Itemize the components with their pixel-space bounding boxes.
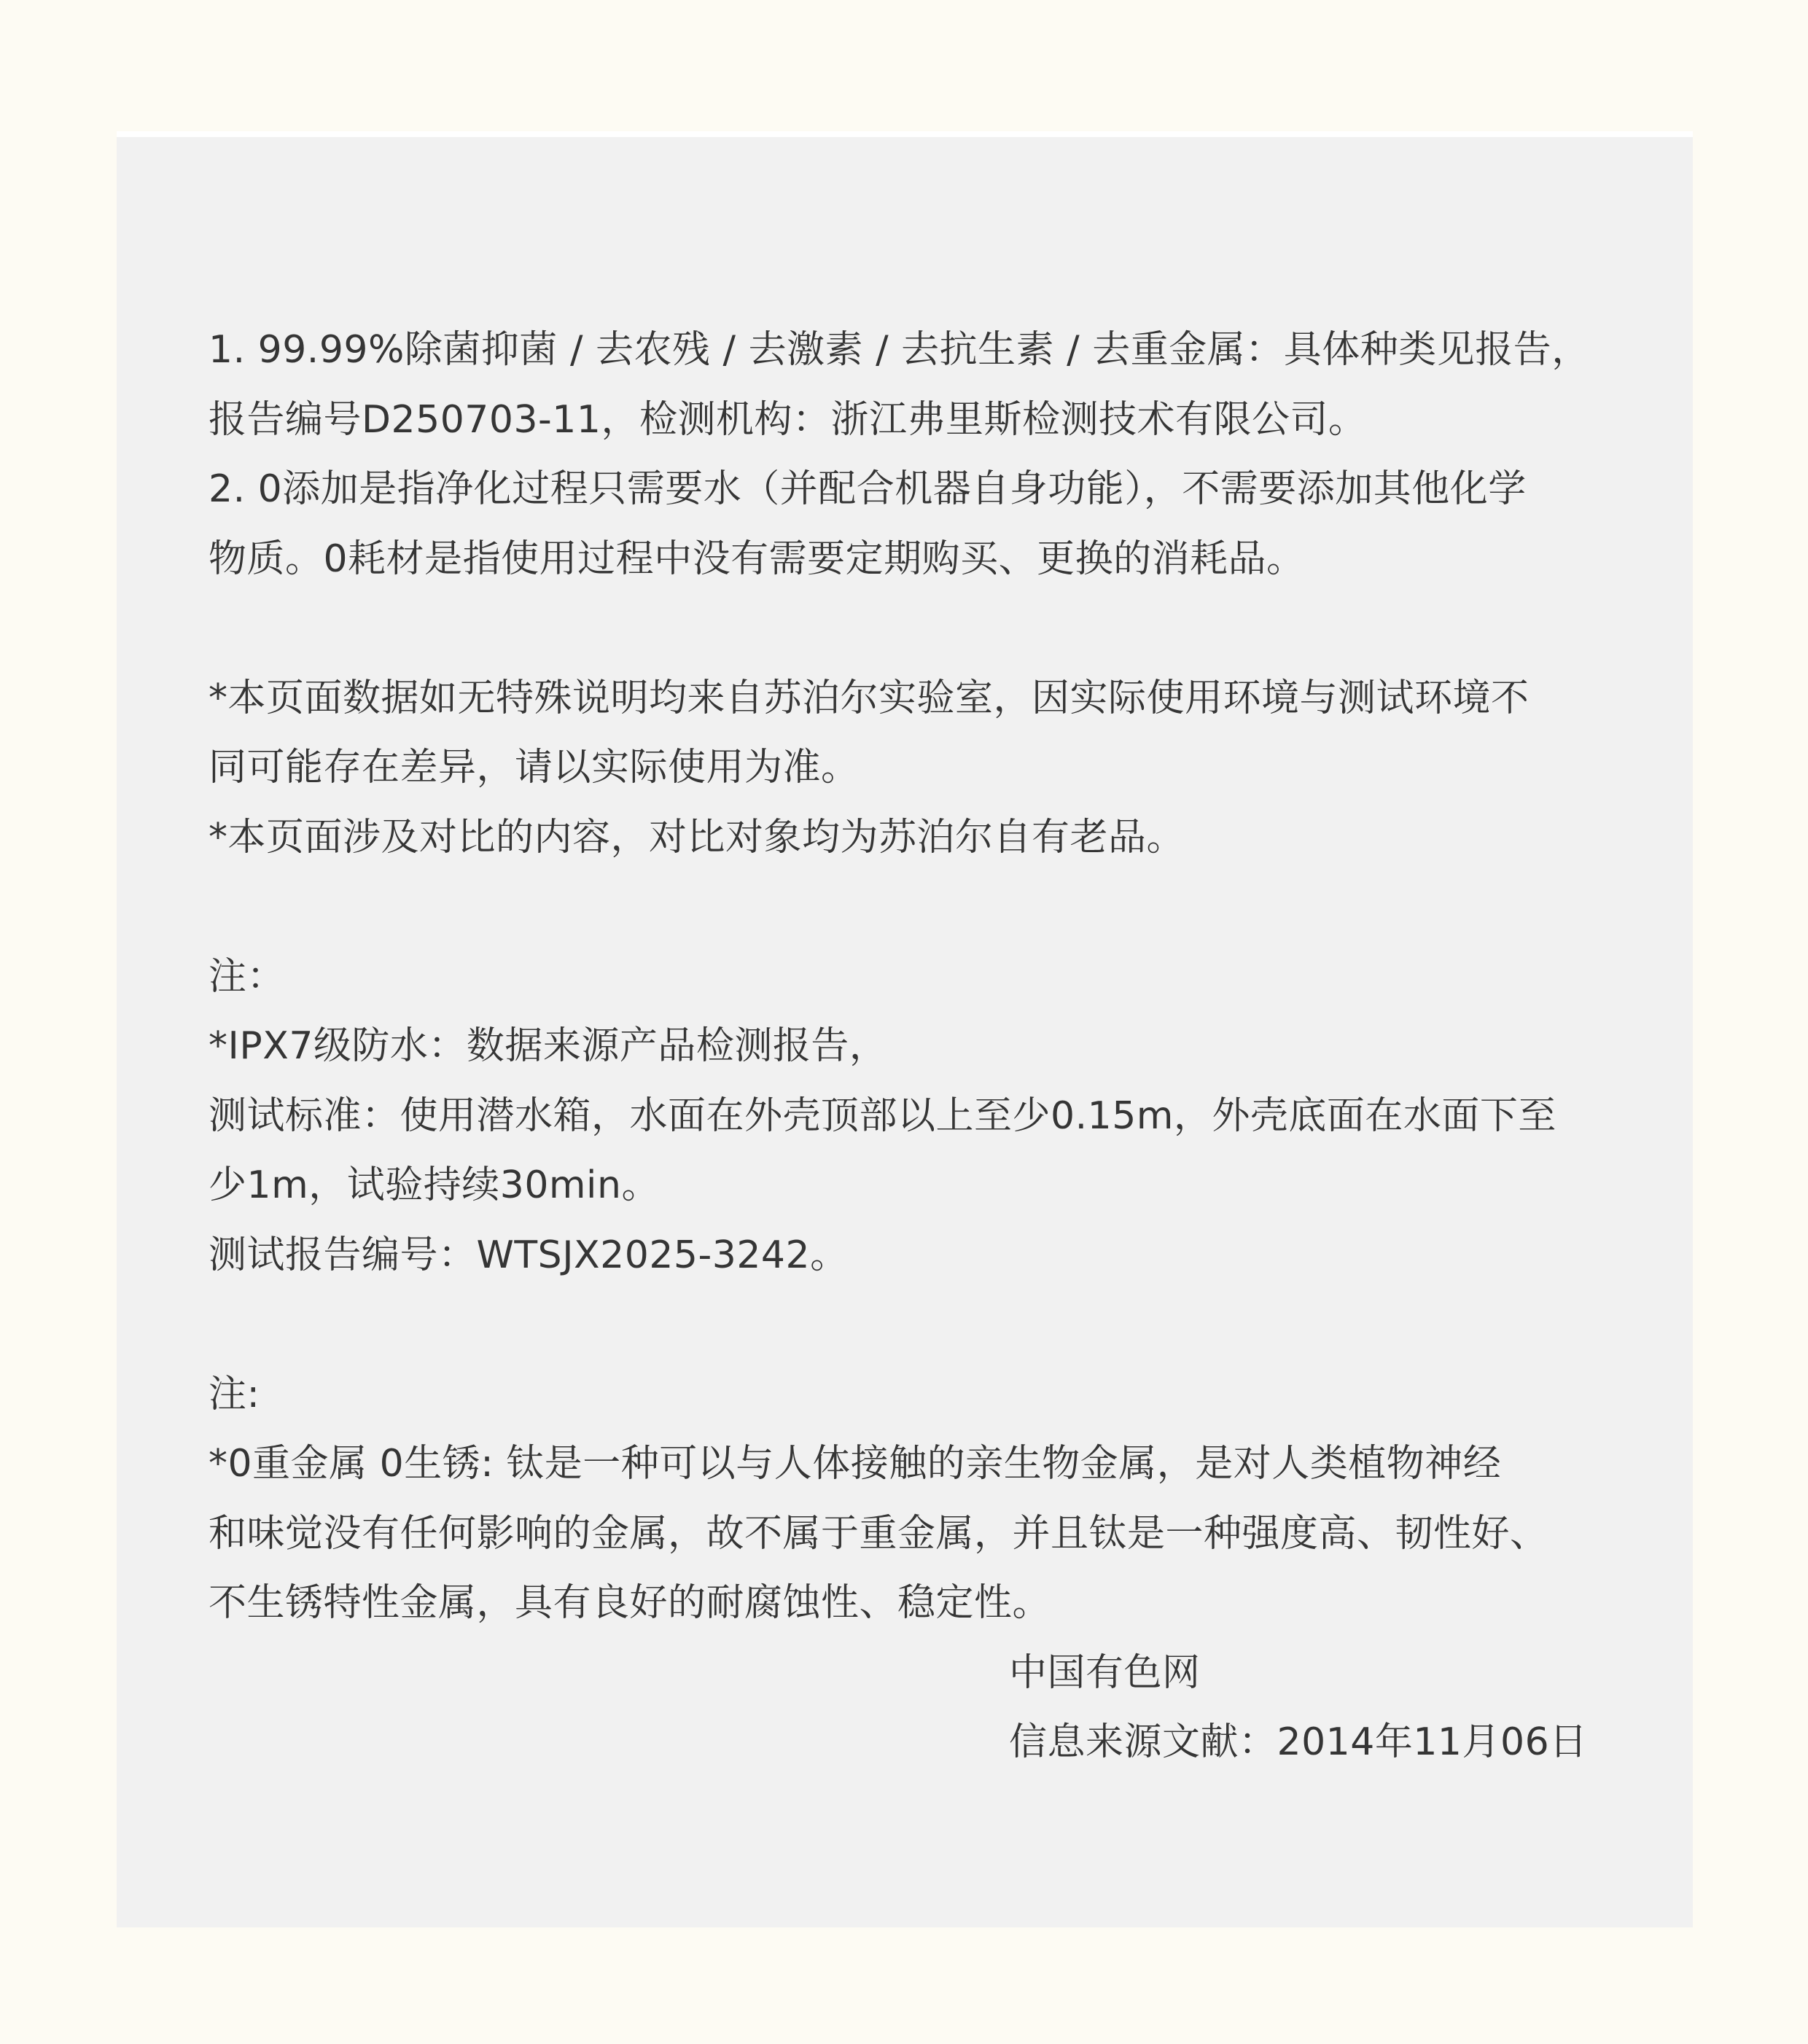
text-line: 不生锈特性金属，具有良好的耐腐蚀性、稳定性。 — [209, 1581, 1051, 1625]
titanium-note-section — [209, 1360, 1623, 1778]
claims-section — [209, 316, 1623, 594]
note-heading: 注: — [209, 1372, 260, 1416]
text-line: 测试标准：使用潜水箱，水面在外壳顶部以上至少0.15m，外壳底面在水面下至 — [209, 1093, 1556, 1138]
source-name: 中国有色网 — [1009, 1650, 1201, 1695]
text-line: *本页面数据如无特殊说明均来自苏泊尔实验室，因实际使用环境与测试环境不 — [209, 676, 1530, 720]
text-line: 少1m，试验持续30min。 — [209, 1163, 660, 1207]
note-heading: 注： — [209, 954, 286, 999]
text-line: 报告编号D250703-11，检测机构：浙江弗里斯检测技术有限公司。 — [209, 397, 1367, 442]
disclaimer-section — [209, 664, 1623, 873]
text-line: 和味觉没有任何影响的金属，故不属于重金属，并且钛是一种强度高、韧性好、 — [209, 1511, 1548, 1556]
source-date: 信息来源文献：2014年11月06日 — [1009, 1720, 1588, 1764]
text-line: 同可能存在差异，请以实际使用为准。 — [209, 746, 860, 789]
spacer — [209, 594, 1623, 664]
text-line: 物质。0耗材是指使用过程中没有需要定期购买、更换的消耗品。 — [209, 537, 1305, 581]
spacer — [209, 1290, 1623, 1360]
text-line: 2. 0添加是指净化过程只需要水（并配合机器自身功能），不需要添加其他化学 — [209, 467, 1527, 511]
notes-content — [209, 316, 1623, 1778]
text-line: 测试报告编号：WTSJX2025-3242。 — [209, 1233, 849, 1277]
text-line: *0重金属 0生锈: 钛是一种可以与人体接触的亲生物金属，是对人类植物神经 — [209, 1442, 1502, 1486]
notes-card — [117, 131, 1693, 1927]
waterproof-note-section — [209, 943, 1623, 1291]
spacer — [209, 873, 1623, 943]
text-line: *IPX7级防水：数据来源产品检测报告， — [209, 1024, 888, 1068]
text-line: 1. 99.99%除菌抑菌 / 去农残 / 去激素 / 去抗生素 / 去重金属：具体种类见报告， — [209, 328, 1590, 372]
text-line: *本页面涉及对比的内容，对比对象均为苏泊尔自有老品。 — [209, 815, 1185, 859]
